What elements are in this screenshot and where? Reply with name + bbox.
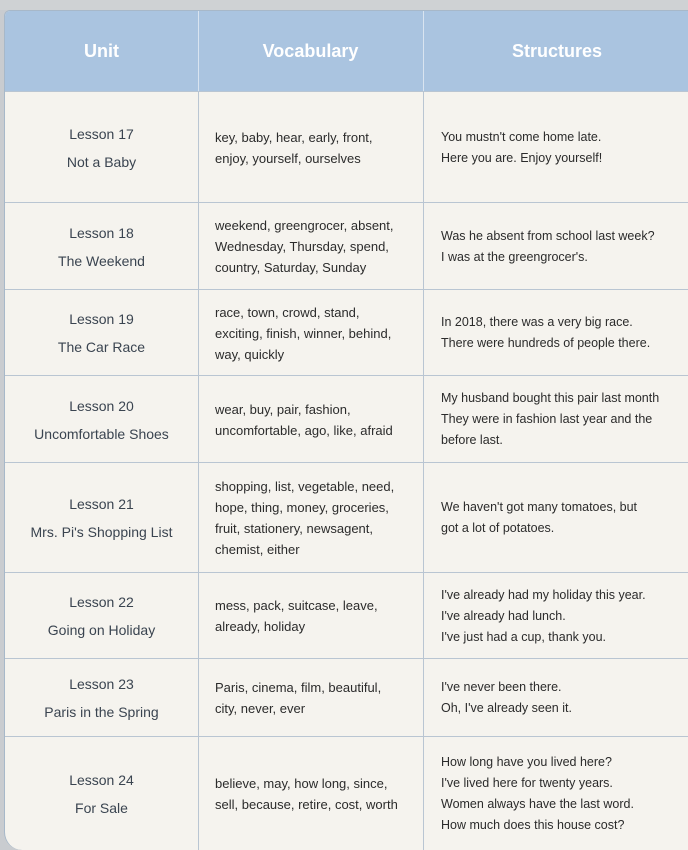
- lesson-title: The Weekend: [58, 252, 145, 269]
- lesson-title: The Car Race: [57, 339, 146, 355]
- structure-line: Women always have the last word.: [441, 797, 634, 811]
- vocab-line: exciting, finish, winner, behind,: [215, 325, 392, 341]
- vocab-line: race, town, crowd, stand,: [215, 304, 360, 320]
- structure-line: Here you are. Enjoy yourself!: [441, 150, 603, 165]
- lesson-title: Uncomfortable Shoes: [34, 425, 169, 442]
- vocab-line: already, holiday: [215, 619, 306, 634]
- structure-line: In 2018, there was a very big race.: [441, 315, 633, 329]
- vocabulary-cell: [198, 290, 423, 376]
- structure-line: There were hundreds of people there.: [441, 336, 651, 350]
- vocab-line: way, quickly: [215, 346, 285, 362]
- structure-line: I've already had my holiday this year.: [441, 587, 646, 602]
- structure-line: I've just had a cup, thank you.: [441, 629, 606, 644]
- structures-cell: [423, 290, 688, 376]
- page-top-margin: [0, 0, 688, 10]
- header-unit: Unit: [84, 40, 119, 61]
- structures-cell: [423, 463, 688, 573]
- structure-line: I was at the greengrocer's.: [441, 249, 588, 264]
- structures-cell: [423, 659, 688, 737]
- vocabulary-cell: [198, 659, 423, 737]
- lesson-number: Lesson 22: [69, 594, 134, 610]
- vocabulary-cell: [198, 376, 423, 463]
- table-row: [5, 736, 688, 850]
- vocabulary-cell: [198, 573, 423, 659]
- vocabulary-cell: [198, 92, 423, 203]
- header-structures: Structures: [511, 40, 603, 61]
- unit-cell: [5, 659, 198, 737]
- vocab-line: sell, because, retire, cost, worth: [215, 797, 398, 812]
- lesson-title: Mrs. Pi's Shopping List: [30, 524, 173, 540]
- unit-cell: [5, 573, 198, 659]
- vocab-line: key, baby, hear, early, front,: [215, 129, 373, 145]
- vocabulary-cell: [198, 463, 423, 573]
- vocab-line: country, Saturday, Sunday: [215, 260, 367, 275]
- table-row: [5, 91, 688, 203]
- vocab-line: chemist, either: [215, 542, 300, 557]
- lesson-number: Lesson 19: [69, 311, 134, 327]
- lesson-number: Lesson 20: [69, 397, 134, 414]
- vocab-line: mess, pack, suitcase, leave,: [215, 598, 378, 613]
- structures-cell: [423, 376, 688, 463]
- table-row: [5, 375, 688, 463]
- vocab-line: enjoy, yourself, ourselves: [215, 150, 361, 166]
- vocab-line: city, never, ever: [215, 701, 306, 716]
- vocab-line: fruit, stationery, newsagent,: [215, 521, 374, 536]
- vocabulary-cell: [198, 203, 423, 290]
- lesson-number: Lesson 24: [69, 772, 134, 788]
- structure-line: I've already had lunch.: [441, 608, 566, 623]
- lesson-number: Lesson 23: [69, 676, 134, 692]
- unit-cell: [5, 376, 198, 463]
- structure-line: We haven't got many tomatoes, but: [441, 500, 638, 514]
- table-row: [5, 289, 688, 376]
- structures-cell: [423, 573, 688, 659]
- lesson-title: Going on Holiday: [47, 622, 156, 638]
- structures-cell: [423, 737, 688, 850]
- lesson-number: Lesson 21: [69, 496, 134, 512]
- vocab-line: wear, buy, pair, fashion,: [215, 401, 351, 417]
- lesson-title: For Sale: [75, 800, 128, 816]
- structures-cell: [423, 203, 688, 290]
- table-row: [5, 462, 688, 573]
- vocab-line: weekend, greengrocer, absent,: [215, 218, 394, 233]
- structures-cell: [423, 92, 688, 203]
- table-row: [5, 658, 688, 737]
- lesson-title: Not a Baby: [66, 153, 137, 170]
- header-vocabulary: Vocabulary: [262, 40, 359, 61]
- table-header: [5, 11, 688, 91]
- unit-cell: [5, 737, 198, 850]
- vocab-line: hope, thing, money, groceries,: [215, 500, 389, 515]
- vocab-line: uncomfortable, ago, like, afraid: [215, 422, 393, 438]
- structure-line: I've lived here for twenty years.: [441, 776, 613, 790]
- lesson-number: Lesson 17: [69, 125, 134, 142]
- lesson-title: Paris in the Spring: [44, 704, 159, 720]
- structure-line: You mustn't come home late.: [441, 129, 602, 144]
- structure-line: before last.: [441, 433, 503, 447]
- structure-line: Was he absent from school last week?: [441, 228, 655, 243]
- table-row: [5, 202, 688, 290]
- vocabulary-cell: [198, 737, 423, 850]
- lesson-table: [4, 10, 688, 850]
- structure-line: Oh, I've already seen it.: [441, 701, 572, 715]
- structure-line: got a lot of potatoes.: [441, 521, 555, 535]
- structure-line: I've never been there.: [441, 680, 562, 694]
- unit-cell: [5, 290, 198, 376]
- table-row: [5, 572, 688, 659]
- vocab-line: Wednesday, Thursday, spend,: [215, 239, 389, 254]
- vocab-line: believe, may, how long, since,: [215, 776, 388, 791]
- structure-line: How much does this house cost?: [441, 818, 625, 832]
- vocab-line: shopping, list, vegetable, need,: [215, 479, 395, 494]
- unit-cell: [5, 463, 198, 573]
- structure-line: How long have you lived here?: [441, 755, 612, 769]
- vocab-line: Paris, cinema, film, beautiful,: [215, 680, 382, 695]
- lesson-number: Lesson 18: [69, 224, 134, 241]
- structure-line: They were in fashion last year and the: [441, 412, 653, 426]
- structure-line: My husband bought this pair last month: [441, 391, 660, 405]
- unit-cell: [5, 92, 198, 203]
- unit-cell: [5, 203, 198, 290]
